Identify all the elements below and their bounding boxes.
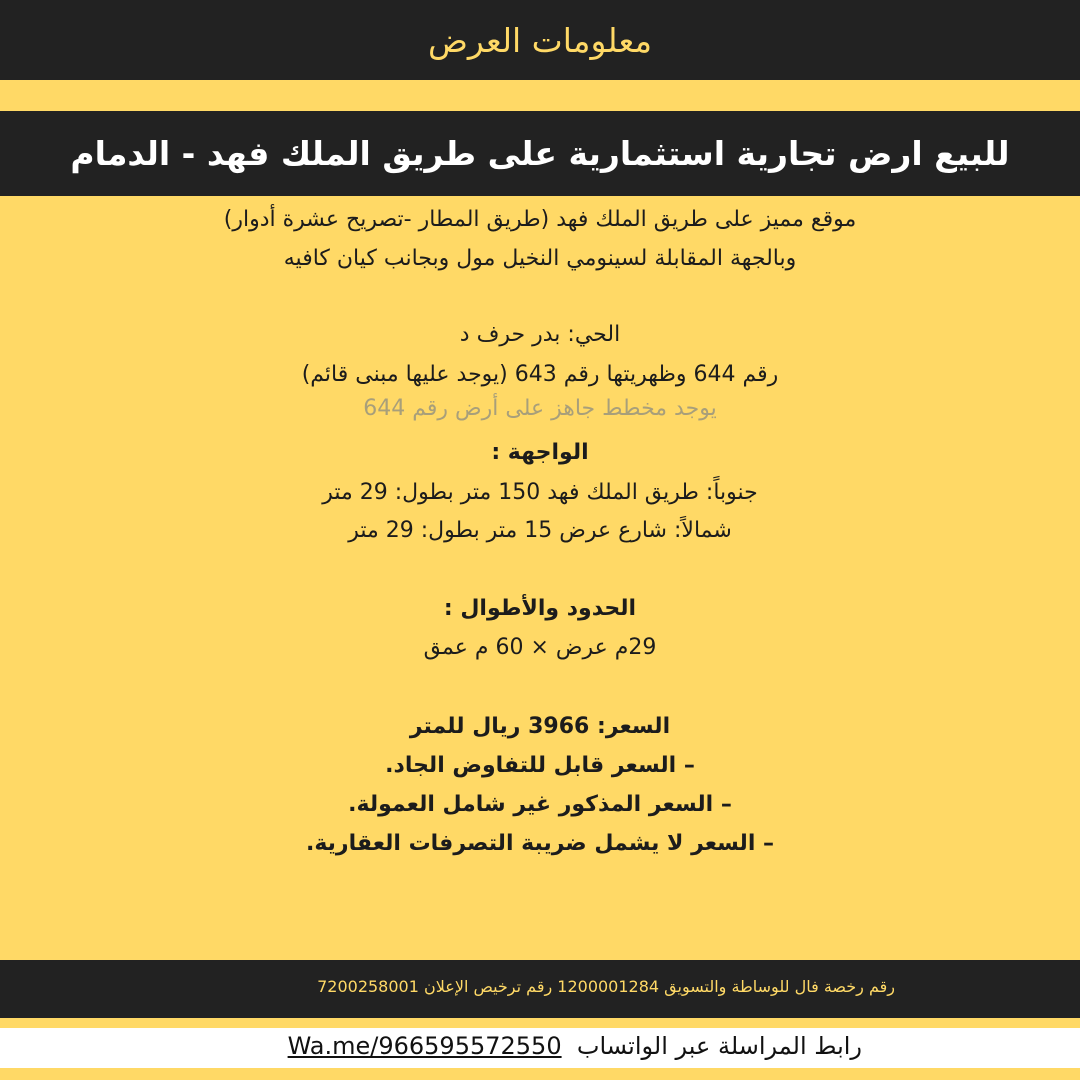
whatsapp-label: رابط المراسلة عبر الواتساب (576, 1032, 862, 1060)
price-note-tax: – السعر لا يشمل ضريبة التصرفات العقارية. (305, 831, 775, 856)
whatsapp-contact (288, 1032, 862, 1060)
description-line-2: وبالجهة المقابلة لسينومي النخيل مول وبجانب كيان كافيه (283, 246, 797, 271)
page-header-title: معلومات العرض (427, 20, 653, 60)
listing-title-bar (0, 111, 1080, 196)
plot-numbers: رقم 644 وظهريتها رقم 643 (يوجد عليها مبنى قائم) (301, 362, 779, 387)
description-line-1: موقع مميز على طريق الملك فهد (طريق المطار -تصريح عشرة أدوار) (223, 207, 857, 232)
ready-plan-note: يوجد مخطط جاهز على أرض رقم 644 (363, 396, 717, 421)
dimensions-heading: الحدود والأطوال : (443, 596, 637, 621)
top-header-bar (0, 0, 1080, 80)
price-heading: السعر: 3966 ريال للمتر (409, 714, 671, 739)
frontage-south: جنوباً: طريق الملك فهد 150 متر بطول: 29 متر (322, 480, 758, 505)
price-note-negotiable: – السعر قابل للتفاوض الجاد. (385, 753, 695, 778)
listing-title: للبيع ارض تجارية استثمارية على طريق الملك فهد - الدمام (70, 134, 1010, 173)
license-info: رقم رخصة فال للوساطة والتسويق 1200001284 رقم ترخيص الإعلان 7200258001 (317, 977, 895, 996)
district-name: الحي: بدر حرف د (459, 322, 621, 347)
frontage-heading: الواجهة : (491, 440, 589, 465)
dimensions-value: 29م عرض × 60 م عمق (423, 635, 657, 660)
frontage-north: شمالاً: شارع عرض 15 متر بطول: 29 متر (348, 518, 732, 543)
price-note-commission: – السعر المذكور غير شامل العمولة. (348, 792, 732, 817)
whatsapp-contact-bar (0, 1028, 1080, 1068)
whatsapp-link[interactable]: Wa.me/966595572550 (287, 1032, 562, 1060)
license-footer-bar (0, 960, 1080, 1018)
